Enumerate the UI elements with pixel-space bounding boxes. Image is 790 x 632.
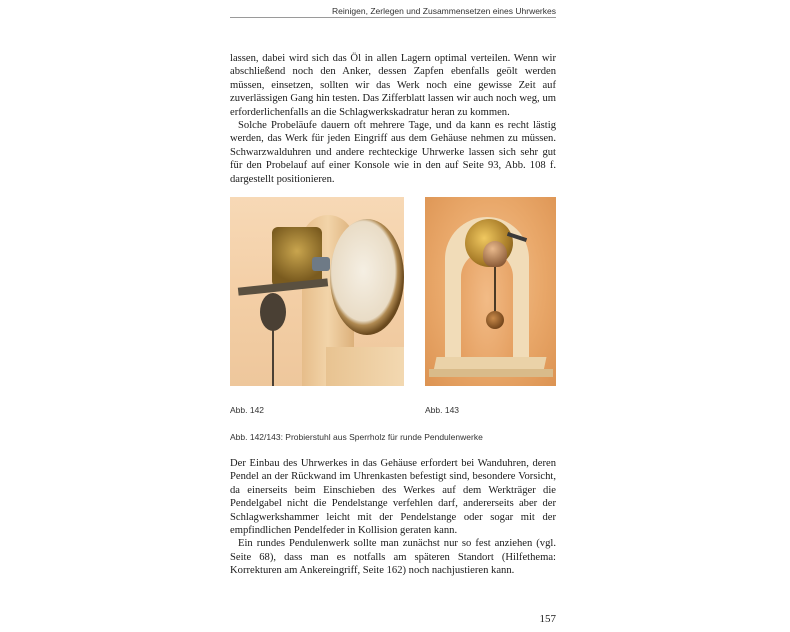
figure-label-142: Abb. 142 (230, 405, 265, 415)
header-rule (230, 17, 556, 18)
figure-label-143: Abb. 143 (425, 405, 460, 415)
pendulum-bob (260, 293, 286, 331)
paragraph: lassen, dabei wird sich das Öl in allen Lagern optimal verteilen. Wenn wir abschließend noch den Anker, dessen Zapfen ebenfalls geölt werden müssen, einsetzen, sollten wir das Werk noch eine gewisse Zeit auf zuverlässigen Gang hin testen. Das Zifferblatt lassen wir auch noch weg, um erforderlichenfalls an die Schlagwerkskadratur heran zu kommen. (230, 53, 556, 118)
figure-143-image (425, 197, 556, 386)
pendulum-bob (486, 311, 504, 329)
wing-nut (312, 257, 330, 271)
body-text-top (230, 52, 556, 186)
pendulum-rod (272, 327, 274, 386)
clock-dial (330, 219, 404, 335)
figure-caption: Abb. 142/143: Probierstuhl aus Sperrholz für runde Pendulenwerke (230, 432, 483, 442)
paragraph: Solche Probeläufe dauern oft mehrere Tage, und da kann es recht lästig werden, das Werk für jeden Eingriff aus dem Gehäuse nehmen zu müssen. Schwarzwalduhren und andere rechteckige Uhrwerke lassen sich sehr gut für den Probelauf auf einer Konsole wie in den auf Seite 93, Abb. 108 f. dargestellt positionieren. (230, 120, 556, 185)
bell (483, 241, 507, 267)
paragraph: Der Einbau des Uhrwerkes in das Gehäuse erfordert bei Wanduhren, deren Pendel an der Rückwand im Uhrenkasten befestigt sind, besondere Vorsicht, da einerseits beim Einschieben des Werkes auf dem Werkträger die Pendelgabel nicht die Pendelstange verfehlen darf, andererseits aber der Schlagwerkshammer leicht mit der Pendelstange oder sogar mit der empfindlichen Pendelfeder in Kollision geraten kann. (230, 458, 556, 537)
figure-142-image (230, 197, 404, 386)
running-head: Reinigen, Zerlegen und Zusammensetzen eines Uhrwerkes (332, 6, 556, 16)
stand-base (429, 369, 553, 377)
stand-base (326, 347, 404, 386)
page-number: 157 (539, 613, 556, 625)
paragraph: Ein rundes Pendulenwerk sollte man zunächst nur so fest anziehen (vgl. Seite 68), dass man es notfalls am späteren Standort (Hilfethema: Korrekturen am Ankereingriff, Seite 162) noch nachjustieren kann. (230, 538, 556, 577)
body-text-bottom (230, 457, 556, 578)
arch-opening (461, 251, 513, 371)
